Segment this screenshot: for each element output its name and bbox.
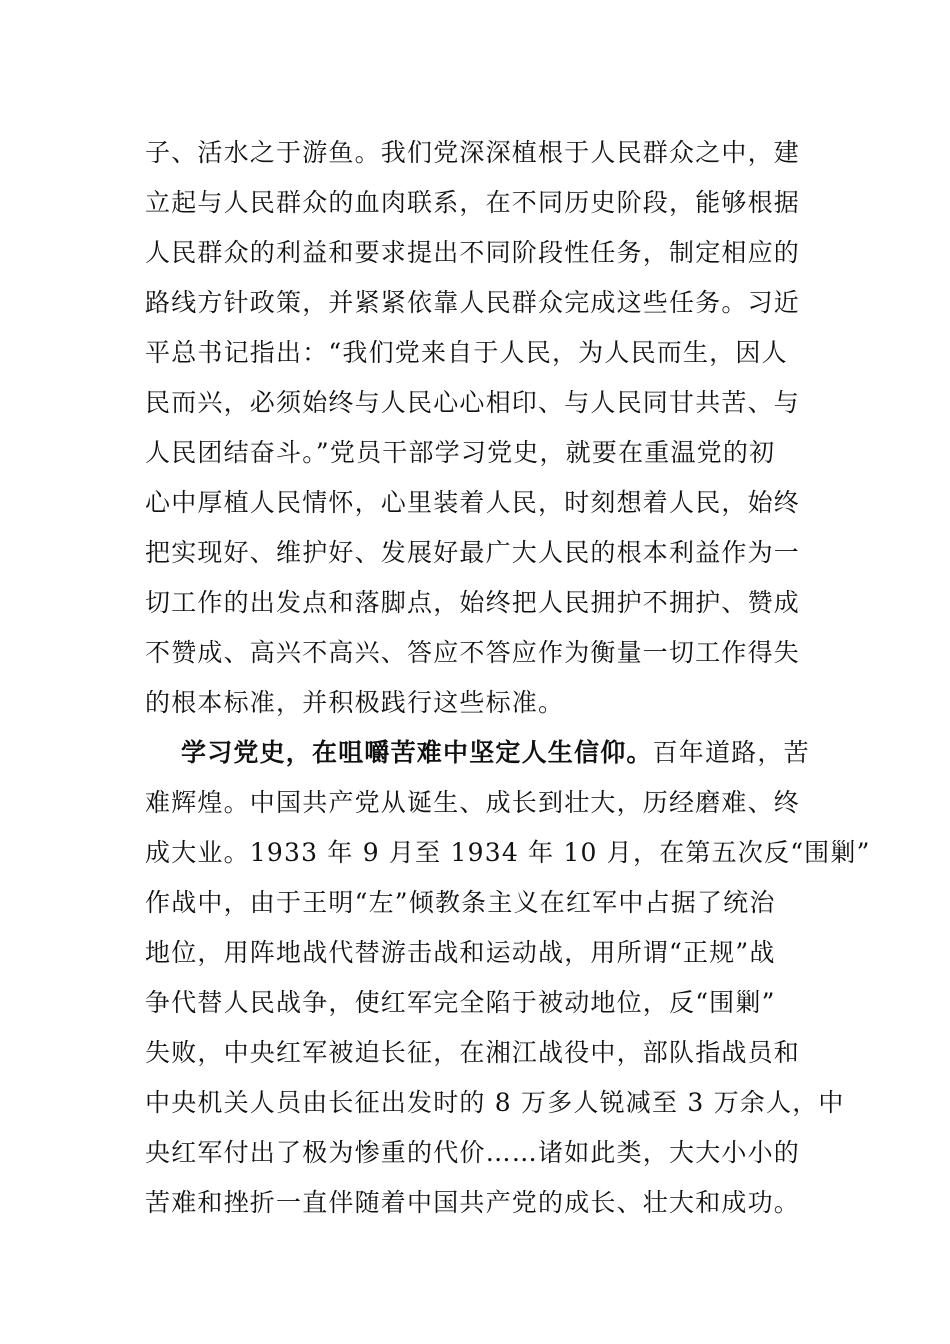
text-line: 子、活水之于游鱼。我们党深深植根于人民群众之中，建 <box>145 138 801 167</box>
text-line: 央红军付出了极为惨重的代价……诸如此类，大大小小的 <box>145 1138 801 1167</box>
text-line: 中央机关人员由长征出发时的 8 万多人锐减至 3 万余人，中 <box>145 1088 845 1117</box>
paragraph-first-line-text: 百年道路，苦 <box>652 738 810 767</box>
text-line: 难辉煌。中国共产党从诞生、成长到壮大，历经磨难、终 <box>145 788 801 817</box>
text-line: 争代替人民战争，使红军完全陷于被动地位，反“围剿” <box>145 988 776 1017</box>
text-line: 不赞成、高兴不高兴、答应不答应作为衡量一切工作得失 <box>145 638 801 667</box>
text-line: 人民群众的利益和要求提出不同阶段性任务，制定相应的 <box>145 238 801 267</box>
text-line: 失败，中央红军被迫长征，在湘江战役中，部队指战员和 <box>145 1038 801 1067</box>
text-line: 作战中，由于王明“左”倾教条主义在红军中占据了统治 <box>145 888 776 917</box>
text-line: 民而兴，必须始终与人民心心相印、与人民同甘共苦、与 <box>145 388 801 417</box>
text-line: 成大业。1933 年 9 月至 1934 年 10 月，在第五次反“围剿” <box>145 838 871 867</box>
text-line: 平总书记指出：“我们党来自于人民，为人民而生，因人 <box>145 338 788 367</box>
paragraph-heading: 学习党史，在咀嚼苦难中坚定人生信仰。 <box>181 738 653 767</box>
text-line: 的根本标准，并积极践行这些标准。 <box>145 688 565 717</box>
paragraph-first-line <box>181 738 810 768</box>
text-line: 立起与人民群众的血肉联系，在不同历史阶段，能够根据 <box>145 188 801 217</box>
text-line: 把实现好、维护好、发展好最广大人民的根本利益作为一 <box>145 538 801 567</box>
text-line: 心中厚植人民情怀，心里装着人民，时刻想着人民，始终 <box>145 488 801 517</box>
text-line: 地位，用阵地战代替游击战和运动战，用所谓“正规”战 <box>145 938 776 967</box>
text-line: 苦难和挫折一直伴随着中国共产党的成长、壮大和成功。 <box>145 1188 801 1217</box>
text-line: 路线方针政策，并紧紧依靠人民群众完成这些任务。习近 <box>145 288 801 317</box>
text-line: 切工作的出发点和落脚点，始终把人民拥护不拥护、赞成 <box>145 588 801 617</box>
text-line: 人民团结奋斗。”党员干部学习党史，就要在重温党的初 <box>145 438 776 467</box>
